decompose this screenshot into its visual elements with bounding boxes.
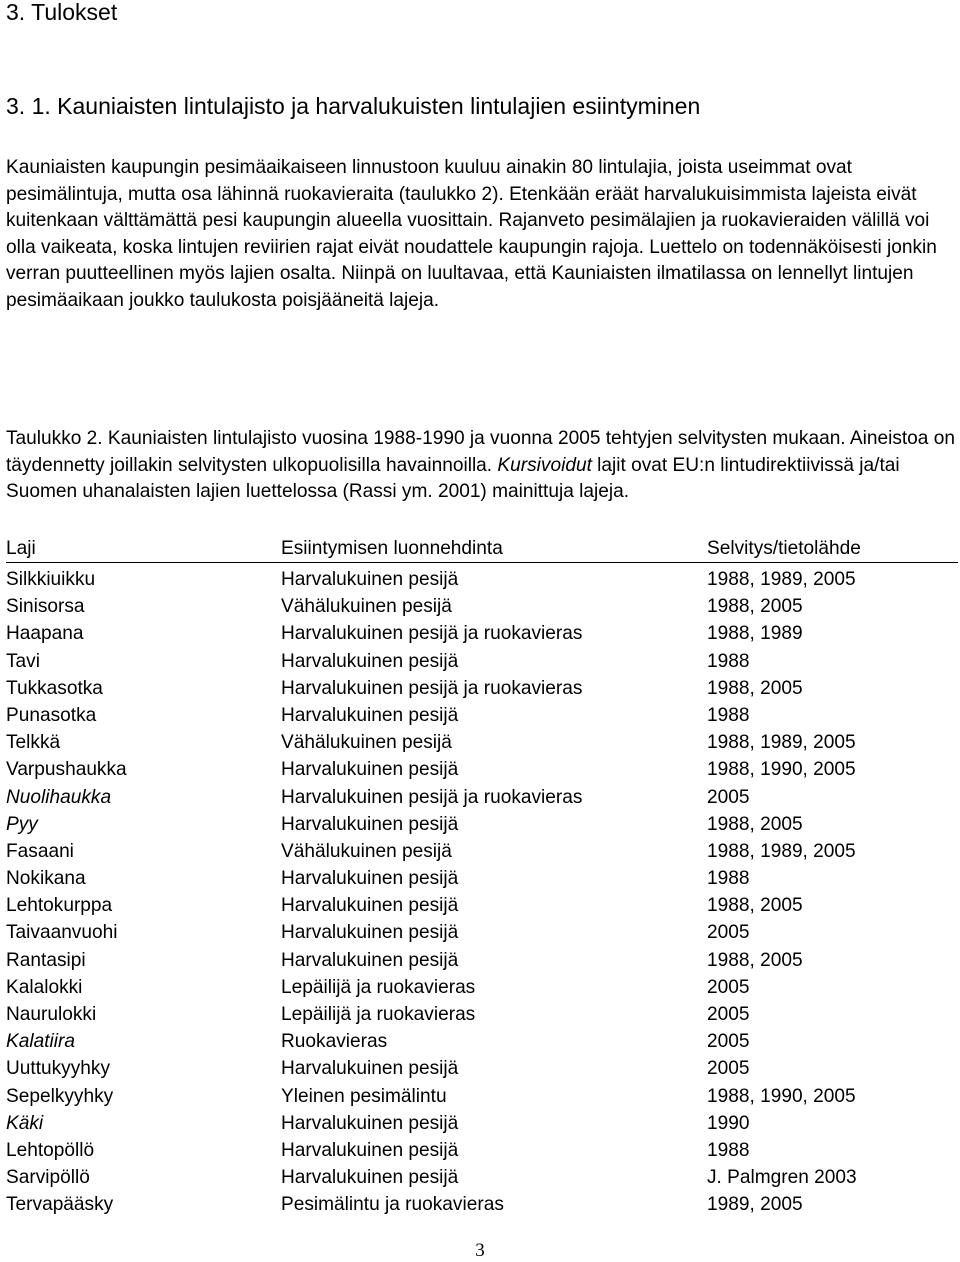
source-cell: 1988 bbox=[707, 1139, 750, 1161]
subsection-heading: 3. 1. Kauniaisten lintulajisto ja harvalukuisten lintulajien esiintyminen bbox=[6, 93, 701, 119]
status-cell: Harvalukuinen pesijä bbox=[281, 949, 459, 971]
header-status: Esiintymisen luonnehdinta bbox=[281, 538, 503, 559]
source-cell: 2005 bbox=[707, 1031, 750, 1053]
status-cell: Harvalukuinen pesijä bbox=[281, 813, 459, 835]
table-row bbox=[6, 1137, 958, 1164]
species-cell: Fasaani bbox=[6, 840, 74, 862]
table-row bbox=[6, 784, 958, 811]
table-row bbox=[6, 566, 958, 593]
species-cell: Tukkasotka bbox=[6, 677, 103, 699]
table-caption bbox=[6, 426, 958, 506]
table-header-row bbox=[6, 535, 958, 563]
source-cell: 1988, 1989, 2005 bbox=[707, 732, 856, 754]
source-cell: 2005 bbox=[707, 786, 750, 808]
table-row bbox=[6, 974, 958, 1001]
caption-main: Taulukko 2. Kauniaisten lintulajisto vuosina 1988-1990 ja vuonna 2005 tehtyjen selvitysten mukaan. Aineistoa on täydennetty joillakin selvitysten ulkopuolisilla havainnoilla. bbox=[6, 428, 955, 476]
species-cell: Käki bbox=[6, 1112, 44, 1134]
status-cell: Harvalukuinen pesijä bbox=[281, 759, 459, 781]
source-cell: 1988, 2005 bbox=[707, 895, 803, 917]
status-cell: Harvalukuinen pesijä bbox=[281, 1167, 459, 1189]
species-table bbox=[6, 535, 958, 1219]
source-cell: 1988 bbox=[707, 704, 750, 726]
table-body bbox=[6, 563, 958, 1219]
header-species: Laji bbox=[6, 538, 36, 559]
source-cell: 1988, 2005 bbox=[707, 596, 803, 618]
table-row bbox=[6, 729, 958, 756]
status-cell: Lepäilijä ja ruokavieras bbox=[281, 976, 476, 998]
table-row bbox=[6, 1083, 958, 1110]
source-cell: 1990 bbox=[707, 1112, 750, 1134]
species-cell: Telkkä bbox=[6, 732, 61, 754]
table-row bbox=[6, 675, 958, 702]
header-source: Selvitys/tietolähde bbox=[707, 538, 861, 559]
species-cell: Varpushaukka bbox=[6, 759, 127, 781]
status-cell: Harvalukuinen pesijä bbox=[281, 868, 459, 890]
status-cell: Harvalukuinen pesijä bbox=[281, 922, 459, 944]
species-cell: Lehtopöllö bbox=[6, 1139, 95, 1161]
table-row bbox=[6, 702, 958, 729]
source-cell: J. Palmgren 2003 bbox=[707, 1167, 857, 1189]
status-cell: Harvalukuinen pesijä bbox=[281, 704, 459, 726]
table-row bbox=[6, 1028, 958, 1055]
status-cell: Harvalukuinen pesijä bbox=[281, 1058, 459, 1080]
table-row bbox=[6, 648, 958, 675]
species-cell: Taivaanvuohi bbox=[6, 922, 118, 944]
status-cell: Vähälukuinen pesijä bbox=[281, 840, 452, 862]
source-cell: 1989, 2005 bbox=[707, 1194, 803, 1216]
species-cell: Rantasipi bbox=[6, 949, 86, 971]
species-cell: Nuolihaukka bbox=[6, 786, 112, 808]
species-cell: Tavi bbox=[6, 650, 40, 672]
page-number: 3 bbox=[475, 1240, 485, 1261]
status-cell: Harvalukuinen pesijä ja ruokavieras bbox=[281, 677, 583, 699]
species-cell: Kalatiira bbox=[6, 1031, 75, 1053]
species-cell: Pyy bbox=[6, 813, 38, 835]
section-heading: 3. Tulokset bbox=[6, 0, 118, 25]
source-cell: 2005 bbox=[707, 1058, 750, 1080]
caption-italic-word: Kursivoidut bbox=[497, 454, 592, 476]
source-cell: 1988, 1990, 2005 bbox=[707, 1085, 856, 1107]
species-cell: Naurulokki bbox=[6, 1004, 97, 1025]
status-cell: Harvalukuinen pesijä ja ruokavieras bbox=[281, 623, 583, 645]
source-cell: 2005 bbox=[707, 1004, 750, 1025]
status-cell: Harvalukuinen pesijä bbox=[281, 1112, 459, 1134]
table-row bbox=[6, 756, 958, 783]
source-cell: 1988 bbox=[707, 868, 750, 890]
species-cell: Punasotka bbox=[6, 704, 97, 726]
species-cell: Sinisorsa bbox=[6, 596, 85, 618]
table-row bbox=[6, 1055, 958, 1082]
status-cell: Pesimälintu ja ruokavieras bbox=[281, 1194, 504, 1216]
caption-rest: lajit ovat EU:n lintudirektiivissä ja/tai Suomen uhanalaisten lajien luettelossa (Rassi ym. 2001) mainittuja lajeja. bbox=[6, 454, 900, 502]
status-cell: Yleinen pesimälintu bbox=[281, 1085, 447, 1107]
source-cell: 1988, 1989, 2005 bbox=[707, 569, 856, 590]
table-row bbox=[6, 593, 958, 620]
source-cell: 1988, 1989 bbox=[707, 623, 803, 645]
species-cell: Kalalokki bbox=[6, 976, 83, 998]
source-cell: 1988, 2005 bbox=[707, 813, 803, 835]
source-cell: 1988 bbox=[707, 650, 750, 672]
species-cell: Uuttukyyhky bbox=[6, 1058, 110, 1080]
body-paragraph: Kauniaisten kaupungin pesimäaikaiseen linnustoon kuuluu ainakin 80 lintulajia, joista useimmat ovat pesimälintuja, mutta osa lähinnä ruokavieraita (taulukko 2). Etenkään eräät harvalukuisimmista lajeista eivät kuitenkaan välttämättä pesi kaupungin alueella vuosittain. Rajanveto pesimälajien ja ruokavieraiden välillä voi olla vaikeata, koska lintujen reviirien rajat eivät noudattele kaupungin rajoja. Luettelo on todennäköisesti jonkin verran puutteellinen myös lajien osalta. Niinpä on luultavaa, että Kauniaisten ilmatilassa on lennellyt lintujen pesimäaikaan joukko taulukosta poisjääneitä lajeja. bbox=[6, 157, 937, 311]
table-row bbox=[6, 838, 958, 865]
species-cell: Nokikana bbox=[6, 868, 86, 890]
status-cell: Vähälukuinen pesijä bbox=[281, 596, 452, 618]
status-cell: Harvalukuinen pesijä bbox=[281, 895, 459, 917]
species-cell: Sarvipöllö bbox=[6, 1167, 90, 1189]
table-row bbox=[6, 1164, 958, 1191]
table-row bbox=[6, 1001, 958, 1028]
table-row bbox=[6, 811, 958, 838]
table-row bbox=[6, 947, 958, 974]
source-cell: 2005 bbox=[707, 976, 750, 998]
status-cell: Lepäilijä ja ruokavieras bbox=[281, 1004, 476, 1025]
status-cell: Harvalukuinen pesijä bbox=[281, 1139, 459, 1161]
status-cell: Ruokavieras bbox=[281, 1031, 388, 1053]
status-cell: Harvalukuinen pesijä bbox=[281, 650, 459, 672]
species-cell: Haapana bbox=[6, 623, 84, 645]
source-cell: 1988, 1990, 2005 bbox=[707, 759, 856, 781]
source-cell: 1988, 2005 bbox=[707, 677, 803, 699]
source-cell: 1988, 2005 bbox=[707, 949, 803, 971]
status-cell: Harvalukuinen pesijä bbox=[281, 569, 459, 590]
species-cell: Silkkiuikku bbox=[6, 569, 96, 590]
source-cell: 1988, 1989, 2005 bbox=[707, 840, 856, 862]
table-row bbox=[6, 1191, 958, 1218]
table-row bbox=[6, 892, 958, 919]
status-cell: Harvalukuinen pesijä ja ruokavieras bbox=[281, 786, 583, 808]
table-row bbox=[6, 919, 958, 946]
species-cell: Lehtokurppa bbox=[6, 895, 113, 917]
source-cell: 2005 bbox=[707, 922, 750, 944]
table-row bbox=[6, 620, 958, 647]
status-cell: Vähälukuinen pesijä bbox=[281, 732, 452, 754]
species-cell: Tervapääsky bbox=[6, 1194, 114, 1216]
table-row bbox=[6, 1110, 958, 1137]
table-row bbox=[6, 865, 958, 892]
species-cell: Sepelkyyhky bbox=[6, 1085, 114, 1107]
